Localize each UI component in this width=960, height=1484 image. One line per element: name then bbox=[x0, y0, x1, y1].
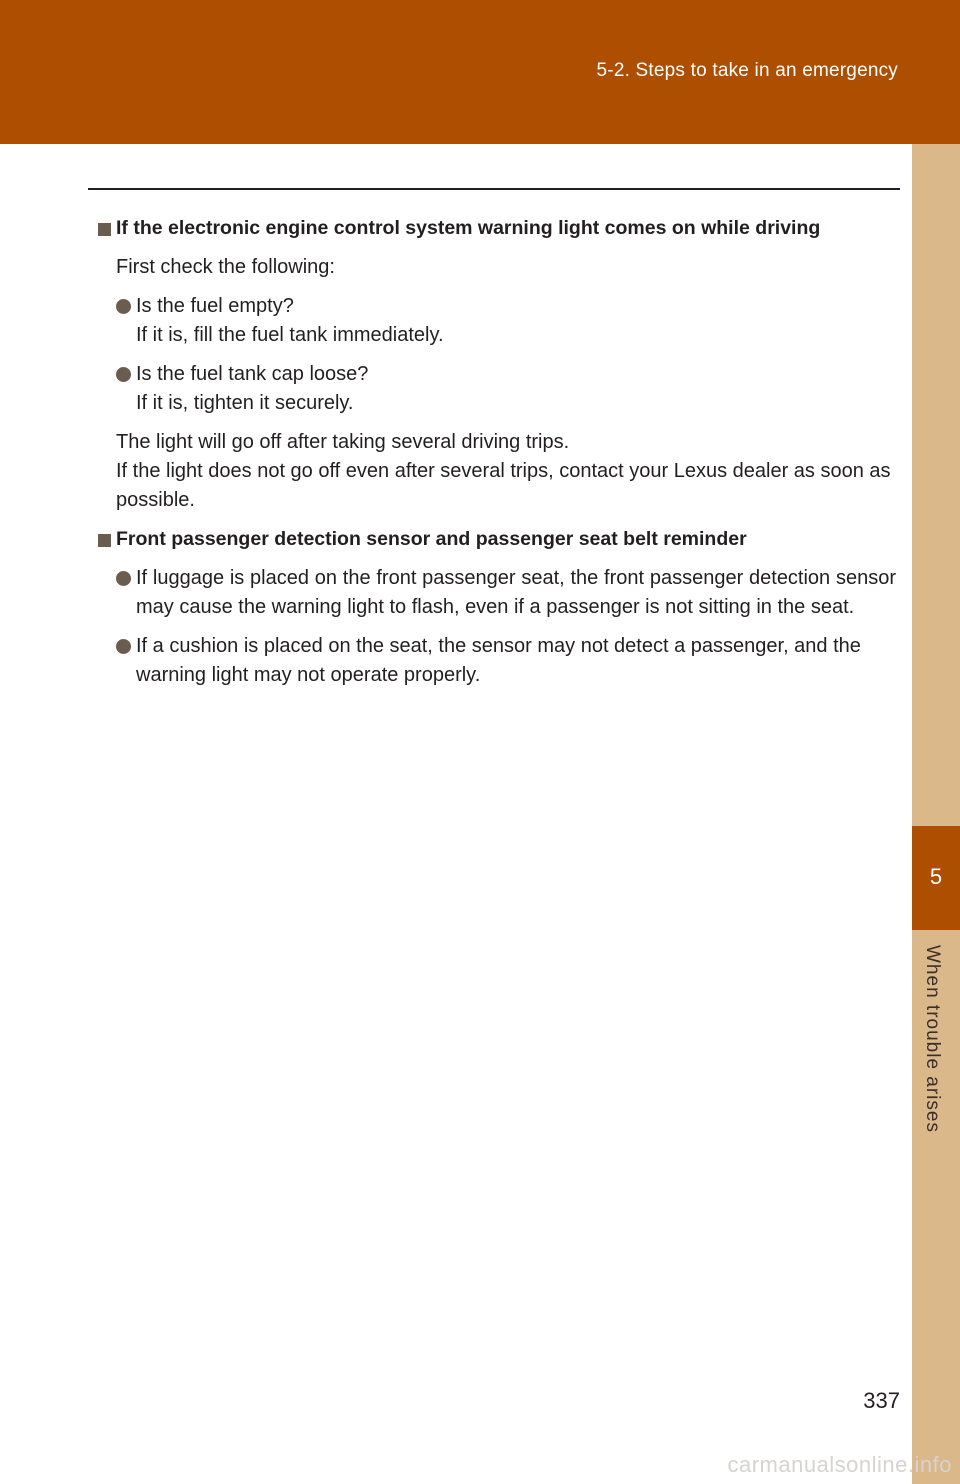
list-item-text: If luggage is placed on the front passenger seat, the front passenger detection sensor may cause the warning light to flash, even if a passenger is not sitting in the seat. bbox=[136, 567, 896, 618]
chapter-tab[interactable] bbox=[912, 826, 960, 930]
divider bbox=[88, 188, 900, 190]
section-title: 5-2. Steps to take in an emergency bbox=[596, 60, 898, 81]
list-item bbox=[136, 292, 896, 350]
section-heading bbox=[96, 214, 896, 243]
chapter-title: When trouble arises bbox=[922, 945, 943, 1133]
paragraph-line: If the light does not go off even after several trips, contact your Lexus dealer as soon as possible. bbox=[116, 460, 891, 511]
circle-bullet-icon bbox=[116, 299, 131, 314]
section-heading bbox=[96, 525, 896, 554]
side-tab bbox=[912, 144, 960, 1484]
section-heading-text: If the electronic engine control system warning light comes on while driving bbox=[116, 217, 821, 239]
watermark: carmanualsonline.info bbox=[727, 1452, 952, 1477]
chapter-number: 5 bbox=[929, 864, 943, 889]
list-item bbox=[136, 632, 896, 690]
circle-bullet-icon bbox=[116, 571, 131, 586]
paragraph-line: The light will go off after taking several driving trips. bbox=[116, 431, 570, 453]
list-item bbox=[136, 360, 896, 418]
list-item-text: If a cushion is placed on the seat, the sensor may not detect a passenger, and the warning light may not operate properly. bbox=[136, 635, 861, 686]
square-bullet-icon bbox=[98, 534, 111, 547]
list-item-question: Is the fuel empty? bbox=[136, 295, 294, 317]
paragraph bbox=[116, 428, 896, 515]
section-heading-text: Front passenger detection sensor and passenger seat belt reminder bbox=[116, 528, 747, 550]
list-item-answer: If it is, tighten it securely. bbox=[136, 392, 354, 414]
square-bullet-icon bbox=[98, 223, 111, 236]
circle-bullet-icon bbox=[116, 639, 131, 654]
list-item-answer: If it is, fill the fuel tank immediately. bbox=[136, 324, 444, 346]
page-content bbox=[96, 214, 896, 700]
paragraph: First check the following: bbox=[116, 256, 335, 278]
list-item-question: Is the fuel tank cap loose? bbox=[136, 363, 369, 385]
page-number: 337 bbox=[863, 1388, 900, 1413]
circle-bullet-icon bbox=[116, 367, 131, 382]
header-bar bbox=[0, 0, 960, 144]
list-item bbox=[136, 564, 896, 622]
